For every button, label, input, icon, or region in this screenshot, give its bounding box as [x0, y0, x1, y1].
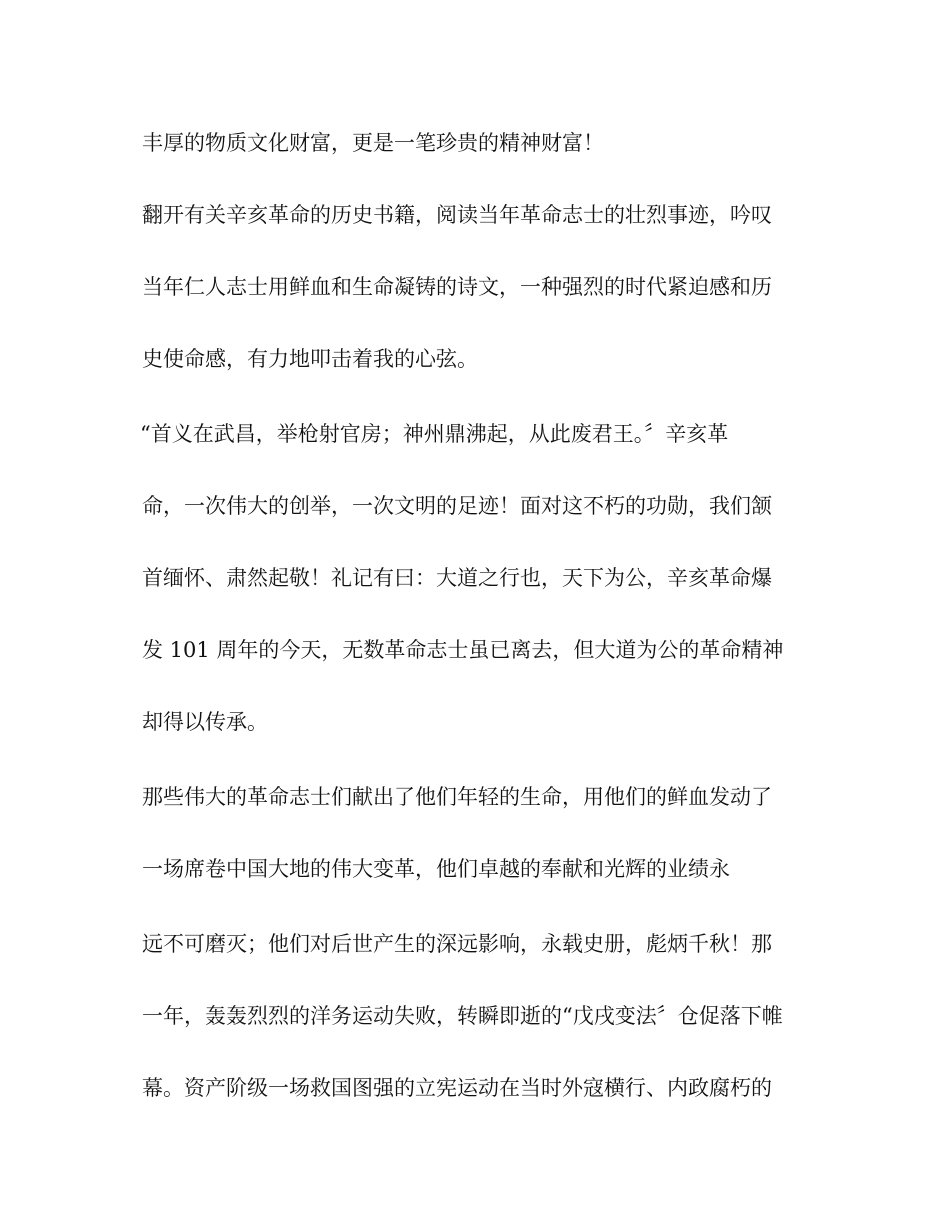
text-line: 一年，轰轰烈烈的洋务运动失败，转瞬即逝的“戊戌变法〞仓促落下帷	[142, 1004, 783, 1028]
text-line: 那些伟大的革命志士们献出了他们年轻的生命，用他们的鲜血发动了	[142, 785, 772, 809]
text-line: 丰厚的物质文化财富，更是一笔珍贵的精神财富！	[142, 131, 604, 155]
text-line: 一场席卷中国大地的伟大变革，他们卓越的奉献和光辉的业绩永	[142, 857, 730, 881]
text-line: “首义在武昌，举枪射官房；神州鼎沸起，从此废君王。〞辛亥革	[140, 422, 729, 446]
text-line: 命，一次伟大的创举，一次文明的足迹！面对这不朽的功勋，我们颔	[142, 494, 772, 518]
text-line: 当年仁人志士用鲜血和生命凝铸的诗文，一种强烈的时代紧迫感和历	[142, 275, 772, 299]
text-line: 史使命感，有力地叩击着我的心弦。	[142, 347, 478, 371]
text-line: 首缅怀、肃然起敬！礼记有曰：大道之行也，天下为公，辛亥革命爆	[142, 566, 772, 590]
text-line: 幕。资产阶级一场救国图强的立宪运动在当时外寇横行、内政腐朽的	[142, 1076, 772, 1100]
text-line: 发 101 周年的今天，无数革命志士虽已离去，但大道为公的革命精神	[142, 638, 784, 662]
text-line: 远不可磨灭；他们对后世产生的深远影响，永载史册，彪炳千秋！那	[142, 932, 772, 956]
text-line: 却得以传承。	[142, 710, 268, 734]
text-line: 翻开有关辛亥革命的历史书籍，阅读当年革命志士的壮烈事迹，吟叹	[142, 203, 772, 227]
